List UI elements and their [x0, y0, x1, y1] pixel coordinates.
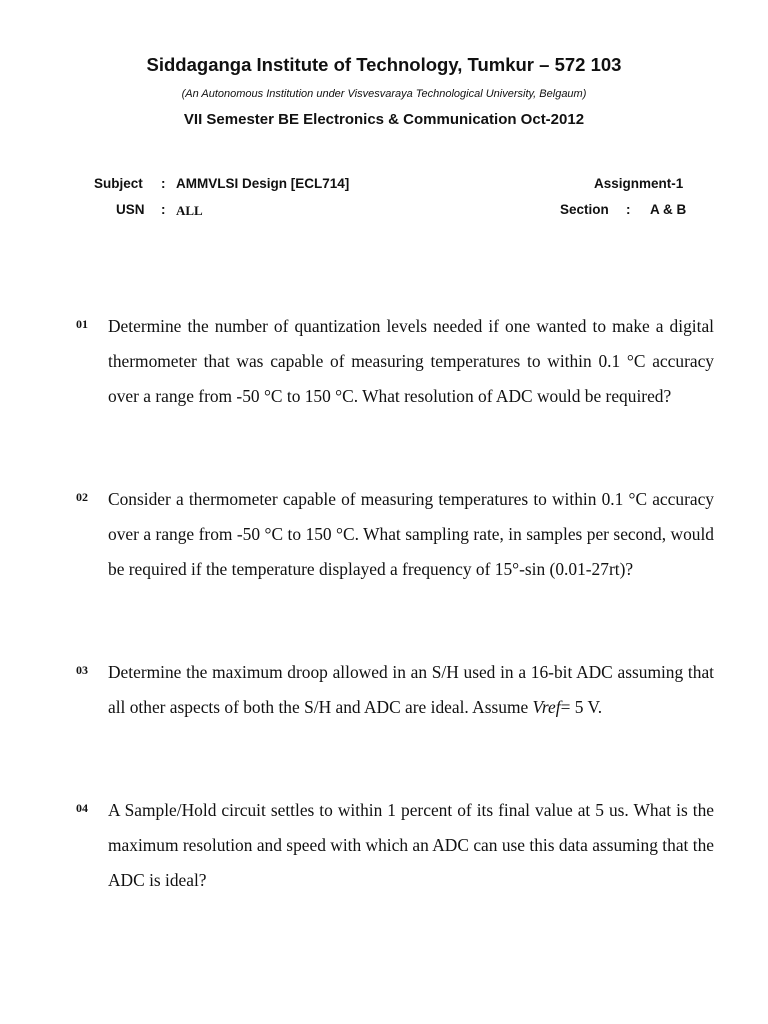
section-value: A & B — [650, 202, 687, 217]
section-separator: : — [626, 202, 631, 217]
question-number-02: 02 — [76, 490, 88, 504]
question-text-03-main: Determine the maximum droop allowed in an S/H used in a 16-bit ADC assuming that all other aspects of both the S/H and ADC are ideal. Assume — [108, 662, 714, 717]
section-label: Section — [560, 202, 609, 217]
question-text-04: A Sample/Hold circuit settles to within 1 percent of its final value at 5 us. What is the maximum resolution and speed with which an ADC can use this data assuming that the ADC is ideal? — [108, 800, 714, 890]
question-text-03-tail: = 5 V. — [560, 697, 603, 717]
semester-line: VII Semester BE Electronics & Communication Oct-2012 — [183, 111, 585, 128]
question-number-03: 03 — [76, 663, 88, 677]
institution-affiliation: (An Autonomous Institution under Visvesvaraya Technological University, Belgaum) — [181, 88, 587, 100]
institution-title: Siddaganga Institute of Technology, Tumkur – 572 103 — [146, 54, 622, 75]
question-text-01: Determine the number of quantization levels needed if one wanted to make a digital thermometer that was capable of measuring temperatures to within 0.1 °C accuracy over a range from -50 °C to 150 °C. What resolution of ADC would be required? — [108, 316, 714, 406]
assignment-number: Assignment-1 — [594, 176, 684, 191]
subject-label: Subject — [94, 176, 143, 191]
question-text-03 — [108, 655, 714, 725]
usn-value: ALL — [176, 203, 203, 218]
subject-separator: : — [161, 176, 166, 191]
question-number-04: 04 — [76, 801, 88, 815]
usn-label: USN — [116, 202, 145, 217]
question-text-02: Consider a thermometer capable of measuring temperatures to within 0.1 °C accuracy over a range from -50 °C to 150 °C. What sampling rate, in samples per second, would be required if the temperature displayed a frequency of 15°-sin (0.01-27rt)? — [108, 489, 714, 579]
subject-value: AMMVLSI Design [ECL714] — [176, 176, 350, 191]
usn-separator: : — [161, 202, 166, 217]
question-number-01: 01 — [76, 317, 88, 331]
vref-variable: Vref — [532, 697, 561, 717]
